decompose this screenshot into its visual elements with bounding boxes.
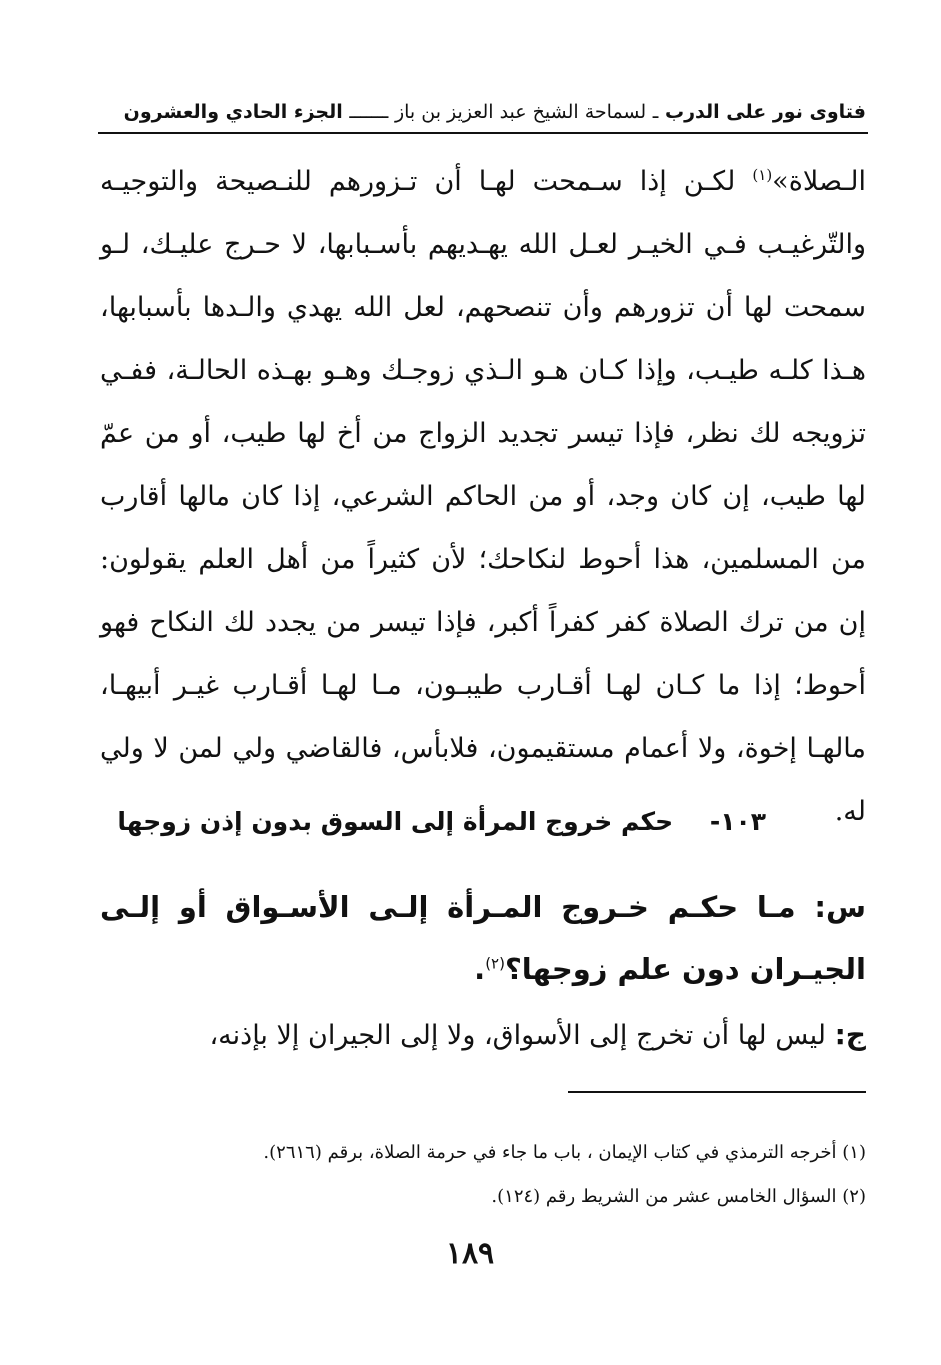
paragraph [100, 150, 866, 843]
body-paragraph [100, 150, 866, 843]
section-heading [100, 800, 766, 844]
footnote-ref-2: (٢) [485, 954, 505, 973]
answer-body: ليس لها أن تخرج إلى الأسواق، ولا إلى الجيران إلا بإذنه، [209, 1020, 835, 1051]
question-body: س: مـا حكـم خـروج المـرأة إلـى الأسـواق أو إلـى الجيـران دون علم زوجها؟ [100, 890, 866, 986]
footnotes [100, 1131, 866, 1219]
answer-text [100, 1004, 866, 1067]
running-header [100, 96, 866, 128]
page-number: ١٨٩ [445, 1236, 495, 1271]
header-rule [98, 132, 868, 134]
header-separator: ـ [652, 101, 659, 123]
question-text [100, 876, 866, 1000]
section-title: حكم خروج المرأة إلى السوق بدون إذن زوجها [117, 807, 674, 836]
paragraph-rest: لكـن إذا سـمحت لهـا أن تـزورهم للنـصيحة والتوجيـه والتّرغيـب فـي الخيـر لعـل الله يهـديهم بأسـبابها، لا حـرج عليـك، لـو سمحت لها أن تزورهم وأن تنصحهم، لعل الله يهدي والـدها بأسبابها، هـذا كلـه طيـب، وإذا كـان هـو الـذي زوجـك وهـو بهـذه الحالـة، ففـي تزويجه لك نظر، فإذا تيسر تجديد الزواج من أخ لها طيب، أو من عمّ لها طيب، إن كان وجد، أو من الحاكم الشرعي، إذا كان مالها أقارب من المسلمين، هذا أحوط لنكاحك؛ لأن كثيراً من أهل العلم يقولون: إن من ترك الصلاة كفر كفراً أكبر، فإذا تيسر من يجدد لك النكاح فهو أحوط؛ إذا ما كـان لهـا أقـارب طيبـون، مـا لهـا أقـارب غيـر أبيهـا، مالهـا إخوة، ولا أعمام مستقيمون، فلابأس، فالقاضي ولي لمن لا ولي له. [100, 166, 866, 827]
volume-title: الجزء الحادي والعشرون [123, 101, 343, 123]
footnote-rule [568, 1091, 866, 1093]
footnote-1: (١) أخرجه الترمذي في كتاب الإيمان ، باب ما جاء في حرمة الصلاة، برقم (٢٦١٦). [263, 1142, 866, 1163]
book-title: فتاوى نور على الدرب [665, 101, 866, 123]
author-name: لسماحة الشيخ عبد العزيز بن باز [394, 101, 647, 123]
header-dash: ـــــــ [349, 101, 389, 123]
footnote-ref-1: (١) [752, 166, 773, 184]
paragraph-start: الـصلاة» [772, 166, 866, 197]
footnote-2: (٢) السؤال الخامس عشر من الشريط رقم (١٢٤). [491, 1186, 866, 1207]
answer-block [100, 1004, 866, 1067]
question-block [100, 876, 866, 1000]
section-number: ١٠٣- [709, 807, 766, 836]
question-tail: . [474, 952, 486, 986]
answer-lead: ج: [834, 1018, 866, 1051]
